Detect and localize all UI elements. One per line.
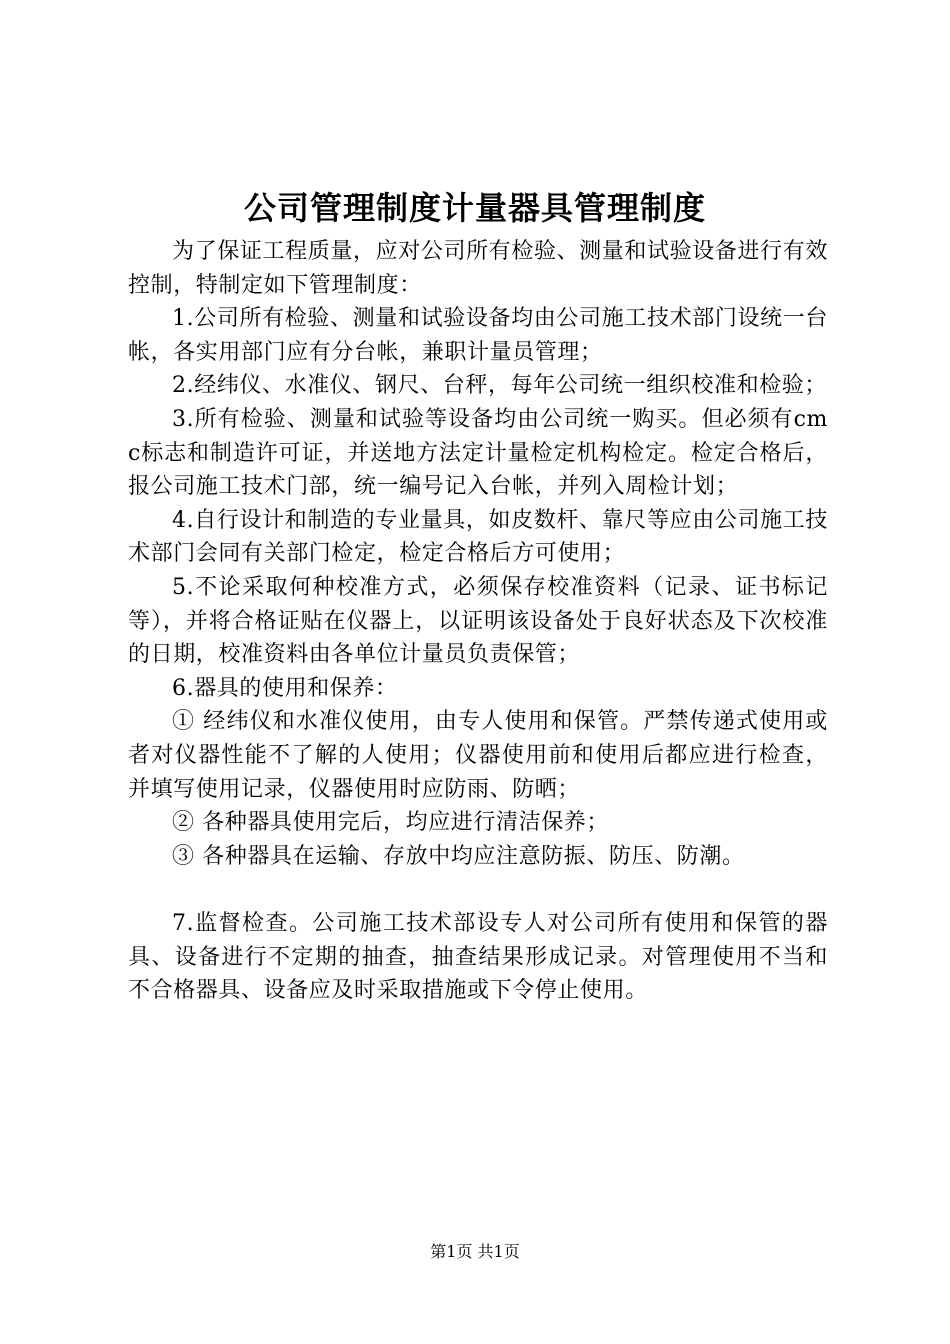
- paragraph-gap: [128, 873, 828, 907]
- rule-2-paragraph: 2.经纬仪、水准仪、钢尺、台秤，每年公司统一组织校准和检验；: [172, 373, 827, 399]
- rule-4-paragraph: 4.自行设计和制造的专业量具，如皮数杆、靠尺等应由公司施工技术部门会同有关部门检定，检定合格后方可使用；: [128, 507, 828, 567]
- rule-6-heading: 6.器具的使用和保养：: [172, 675, 398, 701]
- rule-6-item-2: ② 各种器具使用完后，均应进行清洁保养；: [172, 810, 609, 836]
- rule-3-paragraph: 3.所有检验、测量和试验等设备均由公司统一购买。但必须有cmc标志和制造许可证，并送地方法定计量检定机构检定。检定合格后，报公司施工技术门部，统一编号记入台帐，并列入周检计划；: [128, 406, 828, 500]
- rule-5-paragraph: 5.不论采取何种校准方式，必须保存校准资料（记录、证书标记等），并将合格证贴在仪器上，以证明该设备处于良好状态及下次校准的日期，校准资料由各单位计量员负责保管；: [128, 574, 828, 668]
- rule-7-paragraph: 7.监督检查。公司施工技术部设专人对公司所有使用和保管的器具、设备进行不定期的抽查，抽查结果形成记录。对管理使用不当和不合格器具、设备应及时采取措施或下令停止使用。: [128, 911, 828, 1004]
- document-body: [128, 235, 828, 1008]
- intro-paragraph: 为了保证工程质量，应对公司所有检验、测量和试验设备进行有效控制，特制定如下管理制度：: [128, 239, 828, 298]
- rule-1-paragraph: 1.公司所有检验、测量和试验设备均由公司施工技术部门设统一台帐，各实用部门应有分台帐，兼职计量员管理；: [128, 306, 828, 365]
- page-footer: 第1页 共1页: [430, 1242, 520, 1261]
- document-title: 公司管理制度计量器具管理制度: [243, 189, 706, 227]
- rule-6-item-3: ③ 各种器具在运输、存放中均应注意防振、防压、防潮。: [172, 843, 745, 869]
- rule-6-item-1: ① 经纬仪和水准仪使用，由专人使用和保管。严禁传递式使用或者对仪器性能不了解的人使用；仪器使用前和使用后都应进行检查，并填写使用记录，仪器使用时应防雨、防晒；: [128, 709, 828, 802]
